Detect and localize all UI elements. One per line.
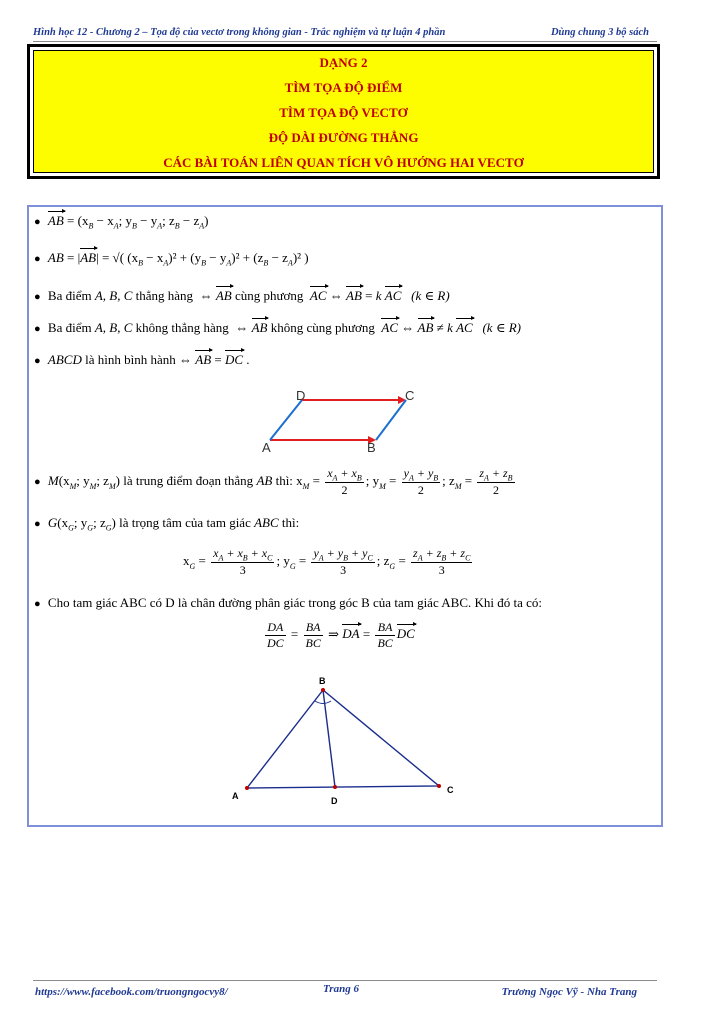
parallelogram-figure (250, 384, 430, 456)
collinear-rule: ● Ba điểm A, B, C thẳng hàng ⇔ AB cùng phương AC ⇔ AB = k AC (k ∈ R) (34, 288, 450, 303)
page-header (33, 27, 657, 42)
midpoint-denominator-z: 2 (492, 483, 499, 498)
point-b (321, 688, 325, 692)
same-direction: cùng phương (234, 288, 304, 303)
centroid-denominator-z: 3 (438, 563, 445, 578)
triangle-figure (225, 672, 465, 812)
banner-line-1: DẠNG 2 (319, 55, 368, 70)
footer-link[interactable]: https://www.facebook.com/truongngocvy8/ (35, 986, 228, 998)
midpoint-then: thì: (275, 473, 293, 489)
bisector-rule: ● Cho tam giác ABC có D là chân đường phân giác trong góc B của tam giác ABC. Khi đó ta có: (34, 595, 543, 610)
vector-coord-formula: ● AB = ($x_B - x_A$; $y_B - y_A$; $z_B - z_A$) (34, 213, 209, 231)
footer-author: Trương Ngọc Vỹ - Nha Trang (501, 986, 637, 998)
collinear-label: Ba điểm (47, 288, 92, 303)
banner-line-3: TÌM TỌA ĐỘ VECTƠ (279, 105, 408, 120)
length-formula: ● AB = |AB| = √( $(x_B - x_A)^2 + (y_B - y_A)^2 + (z_B - z_A)^2$ ) (34, 250, 309, 268)
point-d (333, 785, 337, 789)
label-b: B (367, 440, 376, 455)
parallelogram-rule: ● ABCD là hình bình hành ⇔ AB = DC . (34, 352, 250, 367)
page-footer (33, 980, 657, 1005)
centroid-then: thì: (281, 515, 300, 530)
bisector-text: Cho tam giác ABC có D là chân đường phân giác trong góc B của tam giác ABC. Khi đó ta có: (47, 595, 543, 610)
topic-banner (27, 44, 660, 179)
banner-line-5: CÁC BÀI TOÁN LIÊN QUAN TÍCH VÔ HƯỚNG HAI VECTƠ (163, 155, 524, 170)
centroid-text: là trọng tâm của tam giác (119, 515, 251, 530)
label-c: C (405, 388, 415, 403)
collinear-points: A, B, C (94, 288, 133, 303)
header-title: Hình học 12 - Chương 2 – Tọa độ của vectơ trong không gian - Trắc nghiệm và tự luận 4 phần (33, 27, 446, 38)
edge-bc (376, 400, 406, 440)
noncollinear-points: A, B, C (94, 320, 133, 335)
label-a: A (262, 440, 271, 455)
edge-ad (270, 400, 302, 440)
point-c (437, 784, 441, 788)
banner-line-2: TÌM TỌA ĐỘ ĐIỂM (284, 80, 403, 95)
tri-label-c: C (447, 785, 454, 795)
k-condition: (k ∈ R) (411, 288, 450, 303)
k-condition-2: (k ∈ R) (482, 320, 521, 335)
midpoint-rule: ● $M(x_M$; $y_M$; $z_M$) là trung điểm đoạn thẳng AB thì: $x_M$ = $\frac{x_A + x_B}{2}$ ; $y_M$ = $\frac{y_A + y_B}{2}$ ; $z_M$ = $\frac{z_A + z_B}{2}$ (34, 466, 513, 498)
midpoint-denominator-y: 2 (417, 483, 424, 498)
point-a (245, 786, 249, 790)
bisector-bd (323, 690, 335, 787)
triangle-abc (247, 690, 439, 788)
noncollinear-word: không thẳng hàng (135, 320, 229, 335)
angle-mark (315, 701, 331, 704)
tri-label-a: A (232, 791, 239, 801)
centroid-denominator-x: 3 (239, 563, 246, 578)
header-note: Dùng chung 3 bộ sách (550, 27, 649, 38)
parallelogram-text: là hình bình hành (85, 352, 176, 367)
tri-label-d: D (331, 796, 338, 806)
bisector-formula: $\frac{DA}{DC}$ = $\frac{BA}{BC}$ ⇒ DA = $\frac{BA}{BC}$ DC (267, 620, 415, 650)
banner-line-4: ĐỘ DÀI ĐƯỜNG THẲNG (268, 130, 419, 145)
tri-label-b: B (319, 676, 326, 686)
noncollinear-rule: ● Ba điểm A, B, C không thẳng hàng ⇔ AB không cùng phương AC ⇔ AB ≠ k AC (k ∈ R) (34, 320, 521, 335)
midpoint-denominator-x: 2 (341, 483, 348, 498)
centroid-rule: ● $G(x_G$; $y_G$; $z_G$) là trọng tâm của tam giác ABC thì: (34, 515, 300, 533)
page-number: Trang 6 (323, 983, 359, 995)
midpoint-text: là trung điểm đoạn thẳng (123, 473, 254, 489)
centroid-formula: $x_G$ = $\frac{x_A + x_B + x_C}{3}$ ; $y_G$ = $\frac{y_A + y_B + y_C}{3}$ ; $z_G$ = $\frac{z_A + z_B + z_C}{3}$ (183, 546, 471, 578)
noncollinear-label: Ba điểm (47, 320, 92, 335)
centroid-denominator-y: 3 (340, 563, 347, 578)
not-same-direction: không cùng phương (270, 320, 375, 335)
collinear-word: thẳng hàng (135, 288, 194, 303)
label-d: D (296, 388, 306, 403)
